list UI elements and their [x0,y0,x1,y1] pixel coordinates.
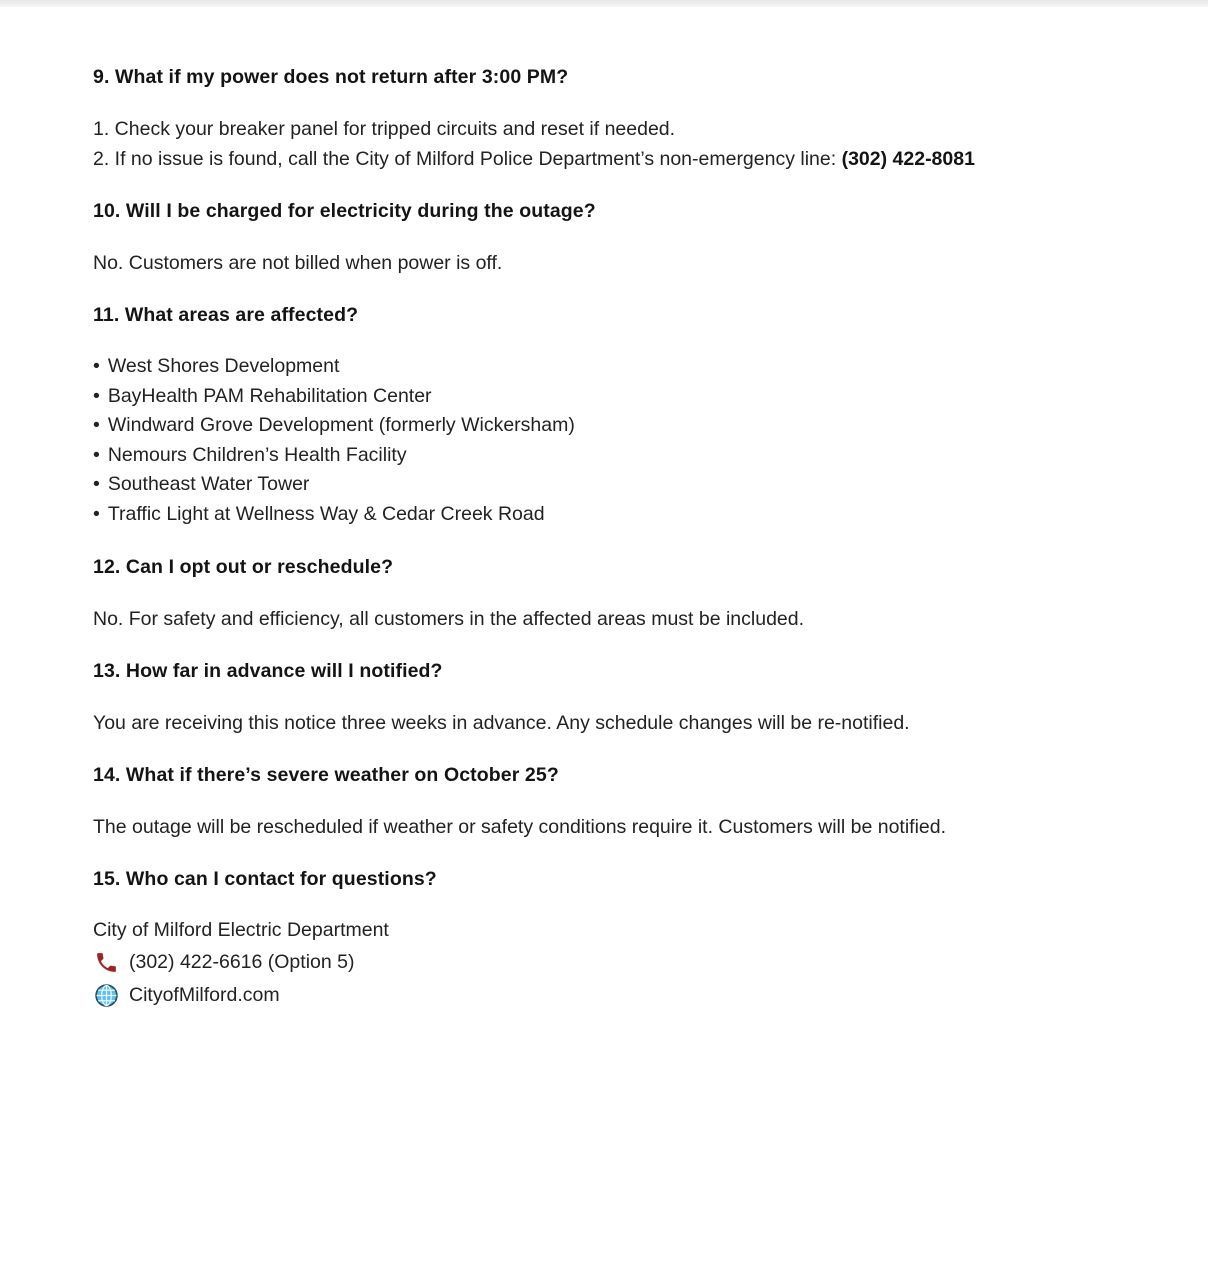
faq-answer-12: No. For safety and efficiency, all customers in the affected areas must be included. [93,607,805,630]
list-item [93,411,1118,441]
faq-answer-14: The outage will be rescheduled if weather or safety conditions require it. Customers will be notified. [93,815,947,838]
list-item [93,382,1118,412]
list-item [93,352,1118,382]
bullet-marker: • [93,502,100,525]
phone-receiver-icon [93,950,120,975]
contact-website: CityofMilford.com [129,983,280,1006]
affected-area: Traffic Light at Wellness Way & Cedar Creek Road [107,502,545,525]
contact-block [93,916,1118,1012]
affected-areas-list [93,352,1118,530]
faq-heading-14: 14. What if there’s severe weather on October 25? [93,763,559,786]
page-edge-shadow [0,0,1208,7]
bullet-marker: • [93,443,100,466]
faq-heading-11: 11. What areas are affected? [93,304,359,326]
step-line-2-text: 2. If no issue is found, call the City of Milford Police Department’s non-emergency line: [93,148,842,170]
list-item [93,470,1118,500]
faq-answer-9 [93,114,1118,174]
step-line-2 [93,144,1118,174]
affected-area: BayHealth PAM Rehabilitation Center [107,384,432,407]
globe-icon [93,983,120,1008]
list-item [93,500,1118,530]
faq-content [93,62,1118,1012]
affected-area: West Shores Development [107,355,340,377]
faq-answer-10: No. Customers are not billed when power is off. [93,252,503,274]
faq-heading-12: 12. Can I opt out or reschedule? [93,555,394,578]
contact-phone: (302) 422-6616 (Option 5) [129,950,355,973]
step-line-1: 1. Check your breaker panel for tripped circuits and reset if needed. [93,118,676,140]
affected-area: Southeast Water Tower [107,473,310,496]
faq-heading-9: 9. What if my power does not return after 3:00 PM? [93,66,569,88]
contact-org-row [93,916,1118,946]
non-emergency-phone-number: (302) 422-8081 [841,148,975,170]
list-item [93,441,1118,471]
faq-heading-10: 10. Will I be charged for electricity during the outage? [93,200,596,222]
faq-answer-13: You are receiving this notice three weeks in advance. Any schedule changes will be re-notified. [93,711,910,734]
bullet-marker: • [93,473,100,496]
bullet-marker: • [93,384,100,407]
bullet-marker: • [93,414,100,437]
affected-area: Nemours Children’s Health Facility [107,443,407,466]
bullet-marker: • [93,355,100,377]
contact-website-row [93,979,1118,1012]
contact-phone-row [93,946,1118,979]
contact-org: City of Milford Electric Department [93,919,389,942]
faq-heading-13: 13. How far in advance will I notified? [93,659,443,682]
faq-heading-15: 15. Who can I contact for questions? [93,867,437,890]
affected-area: Windward Grove Development (formerly Wickersham) [107,414,575,437]
